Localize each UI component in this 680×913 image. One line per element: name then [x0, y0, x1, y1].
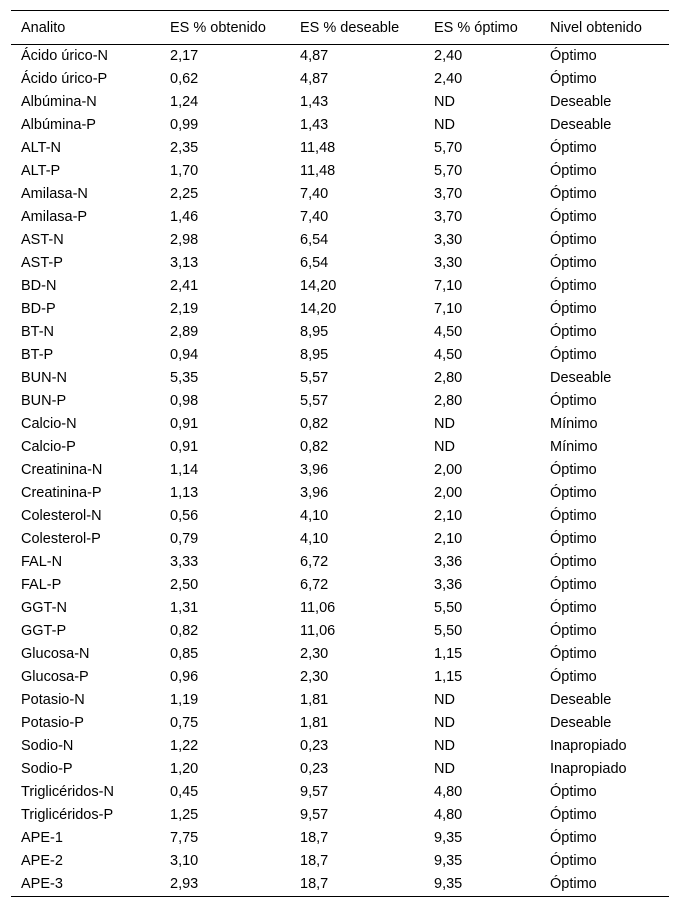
- cell-es-deseable: 11,48: [300, 163, 336, 179]
- cell-nivel-obtenido: Óptimo: [550, 278, 597, 294]
- cell-es-deseable: 5,57: [300, 393, 329, 409]
- cell-es-optimo: 4,80: [434, 784, 463, 800]
- cell-es-obtenido: 0,56: [170, 508, 199, 524]
- cell-es-deseable: 6,54: [300, 255, 329, 271]
- cell-es-obtenido: 0,94: [170, 347, 199, 363]
- cell-es-optimo: ND: [434, 738, 455, 754]
- cell-nivel-obtenido: Óptimo: [550, 646, 597, 662]
- table-row: [11, 413, 669, 436]
- cell-es-obtenido: 2,89: [170, 324, 199, 340]
- cell-nivel-obtenido: Óptimo: [550, 508, 597, 524]
- cell-es-obtenido: 1,31: [170, 600, 199, 616]
- cell-es-deseable: 18,7: [300, 830, 329, 846]
- table-row: [11, 275, 669, 298]
- cell-nivel-obtenido: Óptimo: [550, 600, 597, 616]
- cell-es-optimo: ND: [434, 94, 455, 110]
- cell-es-obtenido: 0,85: [170, 646, 199, 662]
- cell-es-deseable: 11,06: [300, 600, 336, 616]
- cell-es-optimo: ND: [434, 416, 455, 432]
- cell-analito: Ácido úrico-N: [21, 48, 109, 64]
- table-row: [11, 206, 669, 229]
- cell-es-obtenido: 1,24: [170, 94, 199, 110]
- table-row: [11, 321, 669, 344]
- cell-es-obtenido: 1,14: [170, 462, 199, 478]
- cell-nivel-obtenido: Óptimo: [550, 301, 597, 317]
- table-row: [11, 229, 669, 252]
- table-row: [11, 551, 669, 574]
- cell-es-deseable: 3,96: [300, 462, 329, 478]
- cell-es-optimo: ND: [434, 439, 455, 455]
- cell-es-deseable: 6,72: [300, 554, 329, 570]
- cell-es-deseable: 18,7: [290, 873, 424, 897]
- cell-analito: Triglicéridos-N: [21, 784, 114, 800]
- cell-es-deseable: 8,95: [300, 324, 329, 340]
- cell-nivel-obtenido: Óptimo: [550, 48, 597, 64]
- table-row: [11, 298, 669, 321]
- header-es-optimo: ES % óptimo: [424, 11, 540, 45]
- cell-es-obtenido: 1,70: [170, 163, 199, 179]
- cell-es-optimo: 5,50: [434, 623, 463, 639]
- cell-es-optimo: 3,36: [434, 554, 463, 570]
- cell-es-obtenido: 2,98: [170, 232, 199, 248]
- cell-es-obtenido: 0,79: [170, 531, 199, 547]
- cell-es-optimo: ND: [434, 117, 455, 133]
- cell-analito: Sodio-P: [21, 761, 73, 777]
- cell-es-optimo: 2,80: [434, 370, 463, 386]
- cell-analito: Colesterol-P: [21, 531, 101, 547]
- cell-analito: Amilasa-N: [21, 186, 88, 202]
- cell-es-deseable: 1,43: [300, 117, 329, 133]
- cell-nivel-obtenido: Óptimo: [550, 393, 597, 409]
- table-row: [11, 735, 669, 758]
- table-row: [11, 505, 669, 528]
- table-row: [11, 344, 669, 367]
- cell-es-obtenido: 0,91: [170, 439, 199, 455]
- cell-es-optimo: 2,40: [434, 71, 463, 87]
- cell-analito: BD-P: [21, 301, 56, 317]
- cell-es-obtenido: 2,50: [170, 577, 199, 593]
- cell-es-obtenido: 7,75: [170, 830, 199, 846]
- cell-es-optimo: 2,10: [434, 508, 463, 524]
- header-nivel-obtenido: Nivel obtenido: [540, 11, 669, 45]
- cell-analito: Amilasa-P: [21, 209, 88, 225]
- cell-es-obtenido: 1,22: [170, 738, 199, 754]
- table-row: [11, 712, 669, 735]
- results-table-container: [11, 10, 669, 897]
- cell-es-optimo: 4,50: [434, 347, 463, 363]
- table-row: [11, 850, 669, 873]
- cell-es-optimo: 2,00: [434, 485, 463, 501]
- cell-es-obtenido: 2,93: [160, 873, 290, 897]
- cell-es-obtenido: 0,98: [170, 393, 199, 409]
- table-row: [11, 804, 669, 827]
- cell-nivel-obtenido: Deseable: [550, 370, 612, 386]
- cell-nivel-obtenido: Mínimo: [550, 439, 598, 455]
- cell-es-deseable: 7,40: [300, 209, 329, 225]
- cell-analito: GGT-N: [21, 600, 67, 616]
- table-row: [11, 482, 669, 505]
- cell-es-obtenido: 3,10: [170, 853, 199, 869]
- cell-analito: Albúmina-P: [21, 117, 96, 133]
- cell-analito: BUN-P: [21, 393, 67, 409]
- table-row: [11, 367, 669, 390]
- cell-nivel-obtenido: Óptimo: [550, 577, 597, 593]
- cell-analito: APE-1: [21, 830, 63, 846]
- cell-nivel-obtenido: Óptimo: [550, 324, 597, 340]
- cell-nivel-obtenido: Deseable: [550, 117, 612, 133]
- cell-analito: ALT-N: [21, 140, 62, 156]
- cell-nivel-obtenido: Óptimo: [550, 186, 597, 202]
- cell-nivel-obtenido: Deseable: [550, 692, 612, 708]
- table-row: [11, 758, 669, 781]
- cell-es-deseable: 7,40: [300, 186, 329, 202]
- cell-analito: APE-2: [21, 853, 63, 869]
- table-row: [11, 114, 669, 137]
- cell-es-obtenido: 1,13: [170, 485, 199, 501]
- cell-es-obtenido: 0,62: [170, 71, 199, 87]
- cell-analito: Creatinina-N: [21, 462, 103, 478]
- cell-es-optimo: 2,80: [434, 393, 463, 409]
- cell-es-deseable: 14,20: [300, 278, 337, 294]
- cell-nivel-obtenido: Deseable: [550, 94, 612, 110]
- cell-nivel-obtenido: Óptimo: [550, 71, 597, 87]
- table-row: [11, 689, 669, 712]
- cell-analito: Glucosa-P: [21, 669, 89, 685]
- table-row: [11, 45, 669, 69]
- cell-es-deseable: 0,82: [300, 439, 329, 455]
- cell-nivel-obtenido: Óptimo: [550, 462, 597, 478]
- cell-es-obtenido: 2,35: [170, 140, 199, 156]
- cell-es-deseable: 4,10: [300, 508, 329, 524]
- cell-analito: Sodio-N: [21, 738, 74, 754]
- cell-es-deseable: 9,57: [300, 784, 329, 800]
- cell-analito: AST-N: [21, 232, 64, 248]
- cell-es-deseable: 0,23: [300, 761, 329, 777]
- cell-es-obtenido: 0,75: [170, 715, 199, 731]
- cell-analito: Colesterol-N: [21, 508, 102, 524]
- cell-es-deseable: 14,20: [300, 301, 337, 317]
- header-row: [11, 11, 669, 45]
- table-row: [11, 459, 669, 482]
- cell-es-obtenido: 3,33: [170, 554, 199, 570]
- cell-analito: Potasio-P: [21, 715, 84, 731]
- table-row: [11, 873, 669, 897]
- cell-es-optimo: 5,70: [434, 140, 463, 156]
- cell-nivel-obtenido: Óptimo: [550, 554, 597, 570]
- cell-analito: FAL-N: [21, 554, 63, 570]
- cell-es-deseable: 9,57: [300, 807, 329, 823]
- cell-nivel-obtenido: Óptimo: [540, 873, 669, 897]
- table-row: [11, 574, 669, 597]
- cell-nivel-obtenido: Óptimo: [550, 669, 597, 685]
- cell-es-obtenido: 0,45: [170, 784, 199, 800]
- cell-nivel-obtenido: Óptimo: [550, 255, 597, 271]
- cell-analito: BT-P: [21, 347, 54, 363]
- cell-es-deseable: 6,54: [300, 232, 329, 248]
- cell-analito: GGT-P: [21, 623, 67, 639]
- cell-nivel-obtenido: Óptimo: [550, 623, 597, 639]
- cell-es-optimo: 9,35: [434, 853, 463, 869]
- cell-analito: Albúmina-N: [21, 94, 97, 110]
- table-row: [11, 183, 669, 206]
- cell-es-optimo: 4,50: [434, 324, 463, 340]
- cell-es-optimo: 9,35: [424, 873, 540, 897]
- cell-es-obtenido: 1,25: [170, 807, 199, 823]
- cell-es-obtenido: 3,13: [170, 255, 199, 271]
- cell-es-deseable: 2,30: [300, 646, 329, 662]
- cell-es-deseable: 4,87: [300, 71, 329, 87]
- table-row: [11, 666, 669, 689]
- cell-es-optimo: 3,30: [434, 232, 463, 248]
- cell-analito: Calcio-P: [21, 439, 76, 455]
- table-row: [11, 827, 669, 850]
- cell-nivel-obtenido: Óptimo: [550, 140, 597, 156]
- cell-es-obtenido: 1,20: [170, 761, 199, 777]
- cell-es-deseable: 4,87: [300, 48, 329, 64]
- cell-es-optimo: 1,15: [434, 669, 463, 685]
- table-row: [11, 528, 669, 551]
- cell-nivel-obtenido: Óptimo: [550, 830, 597, 846]
- table-row: [11, 781, 669, 804]
- cell-es-obtenido: 2,41: [170, 278, 199, 294]
- cell-es-optimo: 5,50: [434, 600, 463, 616]
- cell-nivel-obtenido: Óptimo: [550, 163, 597, 179]
- cell-analito: BT-N: [21, 324, 55, 340]
- table-row: [11, 597, 669, 620]
- table-body: [11, 45, 669, 897]
- cell-es-optimo: 2,40: [434, 48, 463, 64]
- header-es-obtenido: ES % obtenido: [160, 11, 290, 45]
- cell-es-obtenido: 0,82: [170, 623, 199, 639]
- cell-es-deseable: 18,7: [300, 853, 329, 869]
- cell-nivel-obtenido: Mínimo: [550, 416, 598, 432]
- cell-es-obtenido: 2,17: [170, 48, 199, 64]
- cell-es-deseable: 5,57: [300, 370, 329, 386]
- cell-es-deseable: 8,95: [300, 347, 329, 363]
- cell-es-optimo: 1,15: [434, 646, 463, 662]
- cell-es-optimo: ND: [434, 761, 455, 777]
- cell-nivel-obtenido: Óptimo: [550, 807, 597, 823]
- cell-analito: APE-3: [11, 873, 160, 897]
- cell-es-deseable: 11,48: [300, 140, 336, 156]
- table-row: [11, 620, 669, 643]
- table-row: [11, 137, 669, 160]
- cell-es-deseable: 0,82: [300, 416, 329, 432]
- cell-es-obtenido: 0,91: [170, 416, 199, 432]
- cell-es-optimo: ND: [434, 692, 455, 708]
- cell-es-obtenido: 2,19: [170, 301, 199, 317]
- cell-analito: BUN-N: [21, 370, 67, 386]
- cell-analito: Triglicéridos-P: [21, 807, 114, 823]
- results-table: [11, 10, 669, 897]
- cell-es-deseable: 1,81: [300, 692, 329, 708]
- cell-es-optimo: 9,35: [434, 830, 463, 846]
- cell-es-obtenido: 1,19: [170, 692, 199, 708]
- cell-nivel-obtenido: Óptimo: [550, 347, 597, 363]
- table-row: [11, 390, 669, 413]
- table-row: [11, 252, 669, 275]
- cell-es-optimo: 4,80: [434, 807, 463, 823]
- cell-es-obtenido: 0,96: [170, 669, 199, 685]
- table-row: [11, 160, 669, 183]
- cell-es-obtenido: 1,46: [170, 209, 199, 225]
- table-row: [11, 436, 669, 459]
- cell-es-deseable: 2,30: [300, 669, 329, 685]
- cell-es-optimo: 2,10: [434, 531, 463, 547]
- cell-es-optimo: 3,36: [434, 577, 463, 593]
- cell-es-optimo: 3,30: [434, 255, 463, 271]
- cell-es-obtenido: 0,99: [170, 117, 199, 133]
- cell-nivel-obtenido: Óptimo: [550, 853, 597, 869]
- cell-analito: Ácido úrico-P: [21, 71, 108, 87]
- cell-nivel-obtenido: Óptimo: [550, 485, 597, 501]
- cell-analito: Glucosa-N: [21, 646, 90, 662]
- cell-analito: BD-N: [21, 278, 57, 294]
- cell-nivel-obtenido: Inapropiado: [550, 738, 627, 754]
- table-row: [11, 91, 669, 114]
- cell-analito: Calcio-N: [21, 416, 77, 432]
- table-header: [11, 11, 669, 45]
- cell-es-optimo: 7,10: [434, 301, 463, 317]
- cell-nivel-obtenido: Inapropiado: [550, 761, 627, 777]
- cell-es-optimo: 3,70: [434, 186, 463, 202]
- table-row: [11, 643, 669, 666]
- cell-es-deseable: 11,06: [300, 623, 336, 639]
- cell-analito: AST-P: [21, 255, 63, 271]
- cell-es-optimo: 7,10: [434, 278, 463, 294]
- cell-es-deseable: 0,23: [300, 738, 329, 754]
- cell-es-deseable: 1,81: [300, 715, 329, 731]
- cell-es-deseable: 4,10: [300, 531, 329, 547]
- cell-es-obtenido: 2,25: [170, 186, 199, 202]
- cell-nivel-obtenido: Óptimo: [550, 232, 597, 248]
- cell-es-deseable: 1,43: [300, 94, 329, 110]
- cell-nivel-obtenido: Óptimo: [550, 784, 597, 800]
- cell-es-optimo: 3,70: [434, 209, 463, 225]
- cell-es-optimo: 2,00: [434, 462, 463, 478]
- cell-nivel-obtenido: Deseable: [550, 715, 612, 731]
- header-analito: Analito: [11, 11, 160, 45]
- cell-nivel-obtenido: Óptimo: [550, 209, 597, 225]
- cell-nivel-obtenido: Óptimo: [550, 531, 597, 547]
- cell-es-optimo: ND: [434, 715, 455, 731]
- table-row: [11, 68, 669, 91]
- cell-analito: Creatinina-P: [21, 485, 102, 501]
- cell-es-optimo: 5,70: [434, 163, 463, 179]
- cell-analito: FAL-P: [21, 577, 62, 593]
- cell-es-obtenido: 5,35: [170, 370, 199, 386]
- cell-analito: ALT-P: [21, 163, 61, 179]
- cell-es-deseable: 3,96: [300, 485, 329, 501]
- cell-es-deseable: 6,72: [300, 577, 329, 593]
- cell-analito: Potasio-N: [21, 692, 85, 708]
- header-es-deseable: ES % deseable: [290, 11, 424, 45]
